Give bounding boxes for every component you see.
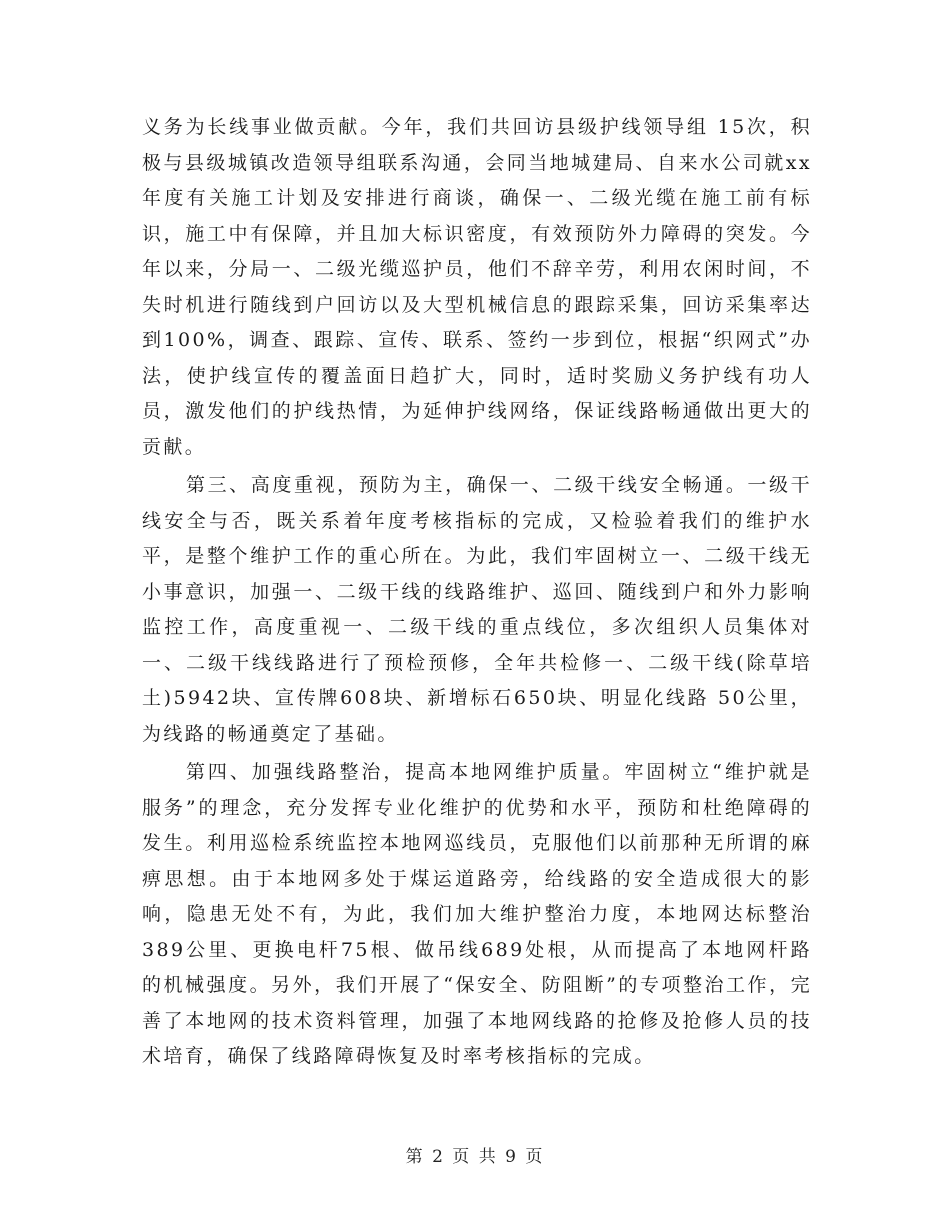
page-number-footer: 第 2 页 共 9 页 [405, 1147, 545, 1167]
paragraph-continued: 义务为长线事业做贡献。今年，我们共回访县级护线领导组 15次，积极与县级城镇改造领导组联系沟通，会同当地城建局、自来水公司就xx年度有关施工计划及安排进行商谈，确保一、二级光缆在施工前有标识，施工中有保障，并且加大标识密度，有效预防外力障碍的突发。今年以来，分局一、二级光缆巡护员，他们不辞辛劳，利用农闲时间，不失时机进行随线到户回访以及大型机械信息的跟踪采集，回访采集率达到100%，调查、跟踪、宣传、联系、签约一步到位，根据“织网式”办法，使护线宣传的覆盖面日趋扩大，同时，适时奖励义务护线有功人员，激发他们的护线热情，为延伸护线网络，保证线路畅通做出更大的贡献。 [142, 116, 812, 458]
document-body [142, 110, 812, 1075]
paragraph-third-point: 第三、高度重视，预防为主，确保一、二级干线安全畅通。一级干线安全与否，既关系着年度考核指标的完成，又检验着我们的维护水平，是整个维护工作的重心所在。为此，我们牢固树立一、二级干线无小事意识，加强一、二级干线的线路维护、巡回、随线到户和外力影响监控工作，高度重视一、二级干线的重点线位，多次组织人员集体对一、二级干线线路进行了预检预修，全年共检修一、二级干线(除草培土)5942块、宣传牌608块、新增标石650块、明显化线路 50公里，为线路的畅通奠定了基础。 [142, 474, 812, 745]
paragraph-fourth-point: 第四、加强线路整治，提高本地网维护质量。牢固树立“维护就是服务”的理念，充分发挥专业化维护的优势和水平，预防和杜绝障碍的发生。利用巡检系统监控本地网巡线员，克服他们以前那种无所谓的麻痹思想。由于本地网多处于煤运道路旁，给线路的安全造成很大的影响，隐患无处不有，为此，我们加大维护整治力度，本地网达标整治389公里、更换电杆75根、做吊线689处根，从而提高了本地网杆路的机械强度。另外，我们开展了“保安全、防阻断”的专项整治工作，完善了本地网的技术资料管理，加强了本地网线路的抢修及抢修人员的技术培育，确保了线路障碍恢复及时率考核指标的完成。 [142, 761, 812, 1067]
